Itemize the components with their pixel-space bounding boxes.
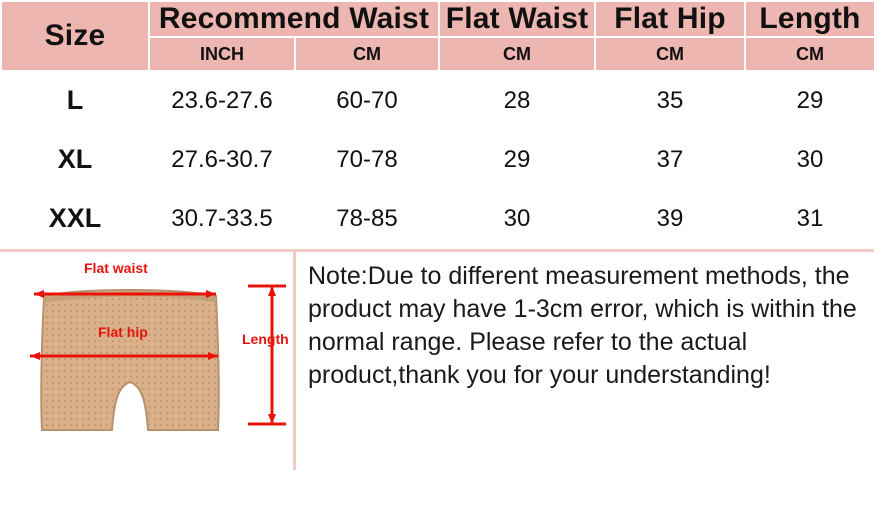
cell-length: 31 bbox=[745, 189, 874, 248]
garment-diagram-panel bbox=[0, 252, 296, 470]
cell-waist-inch: 23.6-27.6 bbox=[149, 71, 295, 130]
header-length: Length bbox=[745, 1, 874, 37]
cell-flat-hip: 37 bbox=[595, 130, 745, 189]
cell-waist-cm: 70-78 bbox=[295, 130, 439, 189]
table-header-row bbox=[1, 1, 874, 37]
header-recommend-waist: Recommend Waist bbox=[149, 1, 439, 37]
subheader-flat-hip-unit: CM bbox=[595, 37, 745, 71]
cell-waist-cm: 78-85 bbox=[295, 189, 439, 248]
cell-flat-hip: 35 bbox=[595, 71, 745, 130]
cell-length: 30 bbox=[745, 130, 874, 189]
cell-flat-waist: 28 bbox=[439, 71, 595, 130]
cell-flat-hip: 39 bbox=[595, 189, 745, 248]
subheader-flat-waist-unit: CM bbox=[439, 37, 595, 71]
bottom-panel bbox=[0, 249, 874, 470]
subheader-length-unit: CM bbox=[745, 37, 874, 71]
cell-waist-inch: 27.6-30.7 bbox=[149, 130, 295, 189]
header-flat-hip: Flat Hip bbox=[595, 1, 745, 37]
cell-size: XXL bbox=[1, 189, 149, 248]
header-flat-waist: Flat Waist bbox=[439, 1, 595, 37]
cell-length: 29 bbox=[745, 71, 874, 130]
cell-waist-cm: 60-70 bbox=[295, 71, 439, 130]
table-row bbox=[1, 71, 874, 130]
size-table bbox=[0, 0, 874, 249]
subheader-recommend-waist-inch: INCH bbox=[149, 37, 295, 71]
label-length: Length bbox=[242, 331, 289, 347]
note-panel bbox=[296, 252, 874, 470]
cell-flat-waist: 29 bbox=[439, 130, 595, 189]
label-flat-waist: Flat waist bbox=[84, 260, 148, 276]
label-flat-hip: Flat hip bbox=[98, 324, 148, 340]
table-row bbox=[1, 130, 874, 189]
measurement-annotations bbox=[0, 252, 296, 473]
note-text: Note:Due to different measurement methods, the product may have 1-3cm error, which is within the normal range. Please refer to the actual product,thank you for your understanding! bbox=[308, 262, 864, 389]
table-row bbox=[1, 189, 874, 248]
cell-waist-inch: 30.7-33.5 bbox=[149, 189, 295, 248]
cell-size: L bbox=[1, 71, 149, 130]
subheader-recommend-waist-cm: CM bbox=[295, 37, 439, 71]
cell-flat-waist: 30 bbox=[439, 189, 595, 248]
header-size: Size bbox=[1, 1, 149, 71]
cell-size: XL bbox=[1, 130, 149, 189]
